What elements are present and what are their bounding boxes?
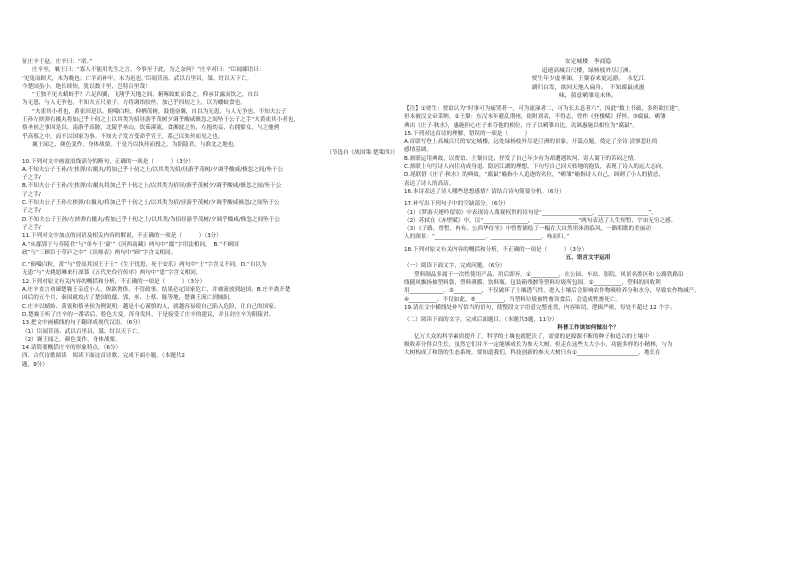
question-11-stem: 11.下列对文中加点的词语及相关内容的解说，不正确的一项是（ ）（3分） bbox=[22, 233, 222, 240]
poem-line: 迢递高城百尺楼，绿杨枝外尽汀洲。 bbox=[541, 67, 635, 74]
passage-line: “王独不见夫蜻蛉乎？六足四翼，飞翔乎天地之间，俯啄蚊虻而食之，仰承甘露而饮之，自以 bbox=[32, 92, 259, 99]
q17-item: （3）《子路、曾皙、冉有、公西华侍坐》中曾皙描绘了一幅在大自然里沐浴临风，一路唱歌的美丽动 bbox=[404, 226, 651, 233]
q10-option: A.不知夫公子王孙/左挟弹/右摄丸/将加己乎十仞之上/以其类为招/昼游乎茂树/夕调乎酸咸/倏忽之间/坠于公 bbox=[22, 166, 284, 173]
q15-option: A.首联写登上高城百尺的安定城楼，远处绿杨枝外尽是汀洲的景象，开篇点题，奠定了全诗 清寥悲壮的 bbox=[404, 139, 658, 146]
reading-1-line: 用____________，③__________，不仅破坏了土壤透气性，进入土壤后会影响农作物吸收养分和水分，导致农作物减产。 bbox=[404, 288, 700, 295]
q11-option: A.“从鄢郢于与寿陵君”与“单车于‘豪’”《河西南藏》两句中“鄢”字用法相同。 B.“不顾国 bbox=[22, 241, 239, 248]
q10-option: 子之手/ bbox=[22, 224, 41, 231]
passage-line: 乎高蔡之中，而不以国家为事。不知夫子发方受命乎宣王，系己以朱丝而见之也。 bbox=[22, 133, 224, 140]
poem-note: 【注】①贾生：贾谊认为“时事可为痛哭者一，可为流涕者二，可为长太息者六”，因此“数上书疏，多所欲匡建”， bbox=[404, 105, 684, 112]
q10-option: B.不知夫公子王孙/左挟弹/右摄丸将加己乎十仞之上/以其类为招昼/游乎茂树夕/调乎酸咸/倏忽之间/坠于公 bbox=[22, 183, 282, 190]
poem-note: 但未被汉文帝采纳。②王粲：东汉末年避乱荆州，依附刘表，不得志，曾作《登楼赋》抒怀。③腐鼠、鹓雏 bbox=[404, 114, 666, 121]
q15-option: 感情基调。 bbox=[404, 147, 432, 154]
q15-option: C.颈联上句写诗人向往功成身退、隐居江湖的理想，下句写自己回天转地的抱负，表现了诗人的远大志向。 bbox=[404, 164, 667, 171]
reading-1-line: 塑料制品多属于一次性使用产品，用后即弃，①__________，在公园、车站、影院、风景名胜区和 公路铁路沿 bbox=[414, 271, 684, 278]
passage-line: “夫雀其小者也，黄雀因是以。俯噣白粒，仰栖茂树，鼓翅奋翼，自以为无患，与人无争也。不知夫公子 bbox=[32, 108, 287, 115]
passage-line: ‘见兔而顾犬，未为晚也；亡羊而补牢，未为迟也。’臣闻昔汤、武以百里昌，桀、纣以天下亡。 bbox=[22, 75, 253, 82]
q17-item: （1）《梦游天姥吟留别》中表现诗人蔑视权贵的诗句是“__________________，__________________”。 bbox=[404, 209, 657, 216]
question-18-stem: 18.下列对原文有关内容的概括和分析，不正确的一项是（ ）（3分） bbox=[404, 246, 588, 253]
passage-line: 王孙左挟弹右摄丸将加己乎十仞之上以其类为招昼游乎茂树夕调乎酸咸倏忽之间坠于公子之手“夫黄雀其小者也， bbox=[22, 117, 299, 124]
passage-line: 襄王闻之，颜色变作，身体战栗。于是乃以执珪而授之，为阳陵君，与淮北之地也。 bbox=[32, 141, 239, 148]
q11-option: C.“俯噣白粒，黄”与“曾高其国王于士”《生于忧患，死于安乐》两句中“士”字含义不同。D.“自以为 bbox=[22, 262, 267, 269]
reading-1-line: ④__________。不仅如此，⑤__________，当塑料垃圾被牲畜误食后，会造成牲畜死亡。 bbox=[404, 296, 621, 303]
q13-item: （2）襄王闻之，颜色变作，身体战栗。 bbox=[22, 336, 121, 343]
question-16: 16.本诗表达了诗人哪些思想感情？请结合诗句简要分析。（6分） bbox=[404, 188, 565, 195]
question-13-stem: 13.把文中画横线的句子翻译成现代汉语。（6分） bbox=[22, 320, 144, 327]
q12-option: D.楚襄王听了庄辛的一番话后，脸色大变，浑身发抖，于是接受了庄辛的建议，并且封庄辛为阳陵君。 bbox=[22, 311, 275, 318]
reading-2-title: 科普工作该如何做出个？ bbox=[557, 325, 619, 332]
poem-line: 湖归白发，欲回天地入扁舟。 不知腐鼠成滋 bbox=[531, 84, 645, 91]
q10-option: 子之手/ bbox=[22, 191, 41, 198]
q10-option: 子之手/ bbox=[22, 208, 41, 215]
q15-option: B.颔联运用典故，以贾谊、王粲自比，抒发了自己年少有为却遭遇坎坷、寄人篱下的苦闷之情。 bbox=[404, 155, 639, 162]
q11-option: 政”与“三顾臣于草庐之中”《出师表》两句中“顾”字含义相同。 bbox=[22, 249, 177, 256]
question-19: 19.请在文中横线处补写恰当的语句，使整段文字语意完整连贯，内容贴切，逻辑严密，每处不超过 12 个字。 bbox=[404, 304, 676, 311]
section-5-heading: 五、语言文字运用 bbox=[565, 255, 611, 262]
q10-option: C.不知夫公子王孙左挟弹/右摄丸/将加己乎十仞之上/以其类为招/昼游乎茂树/夕调乎酸咸倏忽/之间坠于公 bbox=[22, 200, 280, 207]
q12-option: A.庄辛直言劝谏楚襄王亲近小人，纵欲奢侈，不管政事，结果必定国家危亡，并被流放到赵国。B.庄辛离开楚 bbox=[22, 287, 291, 294]
source-citation: （节选自《战国策·楚策四》） bbox=[326, 150, 398, 157]
reading-2-line: 吸收养分得以生长。虽然它们并不一定能够成长为参天大树，但走在这些大大小小、功能多样的小精林，与为 bbox=[404, 341, 673, 348]
q15-option: D.尾联借《庄子·秋水》的典故，“腐鼠”喻指小人追逐的名位，“鹓雏”喻指诗人自己，讽刺了小人的猜忌， bbox=[404, 172, 664, 179]
q10-option: D.不知夫公子王孙/左挟弹右摄丸/将加己乎十仞之上/以其类/为招昼游乎茂树/夕调乎酸咸/倏忽之间坠于公 bbox=[22, 216, 280, 223]
section-4-heading-cont: 题，9分） bbox=[22, 361, 48, 368]
poem-block bbox=[404, 58, 772, 101]
section-4-heading: 四、古代诗歌阅读 阅读下面这首诗歌，完成下面小题。（本题共2 bbox=[22, 353, 185, 360]
reading-2-stem: （二）阅读下面的文字，完成后面题目。（本题共3题，11分） bbox=[404, 317, 558, 324]
passage-line: 蔡圣侯之事因是以。南游乎高陂，北陵乎巫山，饮茹溪流，食湘波之鱼，左抱幼妾，右拥嬖女，与之驰骋 bbox=[22, 125, 280, 132]
reading-2-line: 亿万大众的科学素质提升了，科学的土壤也就肥沃了，需要的是源源不断的种子和适合的土壤中 bbox=[414, 333, 649, 340]
poem-line: 味，猜意鹓雏竟未休。 bbox=[559, 93, 617, 100]
q18-row bbox=[404, 246, 772, 254]
passage-line: 为无患，与人无争也。不知夫五尺童子，方将调饴胶丝，加己乎四仞之上，以为蝼蚁食也。 bbox=[22, 100, 246, 107]
question-14: 14.请简要概括庄辛的形象特点。（6分） bbox=[22, 345, 122, 352]
right-column bbox=[404, 58, 772, 358]
q12-option: 国后的五个月，秦国就攻占了楚国的鄢、郢、巫、上蔡、陈等地，楚襄王流亡到城阳。 bbox=[22, 295, 235, 302]
reading-1-stem: （一）阅读下面文字，完成问题。（6分） bbox=[404, 263, 506, 270]
q17-item: 人的图景：“__________________，__________________，咏而归。” bbox=[404, 234, 570, 241]
left-column bbox=[22, 58, 398, 369]
poem-line: 贾生年少虚垂涕，王粲春来更远游。 永忆江 bbox=[531, 76, 645, 83]
reading-2-line: 大树构成了和谐的生态系统。要知道我们，科技创新的参天大树只有①______________________，地长在 bbox=[404, 350, 661, 357]
q10-option: 子之手/ bbox=[22, 175, 41, 182]
q11-option: 无患”与“夫姚愿琳来行深慕《五代史伶官传序》两句中“患”字含义相同。 bbox=[22, 270, 202, 277]
q12-option: C.庄辛以蜻蛉、黄雀和蔡圣侯为例说明：越是小心谨慎的人，就越容易使自己陷入危险，让自己的国家。 bbox=[22, 303, 280, 310]
poem-note: 典出《庄子·秋水》，惠施担心庄子来夺他的相位，庄子以鹓雏自比，讥讽惠施以相位为“腐鼠”。 bbox=[404, 122, 639, 129]
q17-item: （2）苏轼在《赤壁赋》中，以“________________，________________”两句表达了人生短暂、宇宙无穷之感。 bbox=[404, 217, 677, 224]
question-17-stem: 17.补写出下列句子中的空缺部分。（6分） bbox=[404, 201, 509, 208]
passage-line: 今楚国虽小，绝长续短，犹以数千里，岂特百里哉！ bbox=[22, 83, 151, 90]
reading-1-line: 线随风飘扬被塑料袋、塑料薄膜、饮料瓶、包装箱残骸等塑料垃圾所包围。②__________，塑料的回收利 bbox=[404, 279, 661, 286]
poem-title: 安定城楼 李商隐 bbox=[564, 59, 612, 65]
question-10-stem: 10.下列对文中画波浪线部分的断句，正确的一项是（ ）（3分） bbox=[22, 158, 194, 165]
passage-line: 征庄辛于赵。庄辛曰：“诺。” bbox=[22, 59, 93, 65]
q15-option: 表达了诗人的高洁。 bbox=[404, 180, 455, 187]
question-12-stem: 12.下列对原文有关内容的概括和分析，不正确的一项是（ ）（3分） bbox=[22, 278, 206, 285]
question-15-stem: 15.下列对这首诗的理解，错误的一项是（ ） bbox=[404, 130, 531, 137]
q13-item: （1）臣闻昔汤、武以百里昌，桀、纣以天下亡。 bbox=[22, 328, 144, 335]
passage-line: 庄辛至，襄王曰：“寡人不能用先生之言，今事至于此，为之奈何？”庄辛对曰：“臣闻鄙语曰： bbox=[32, 67, 265, 74]
